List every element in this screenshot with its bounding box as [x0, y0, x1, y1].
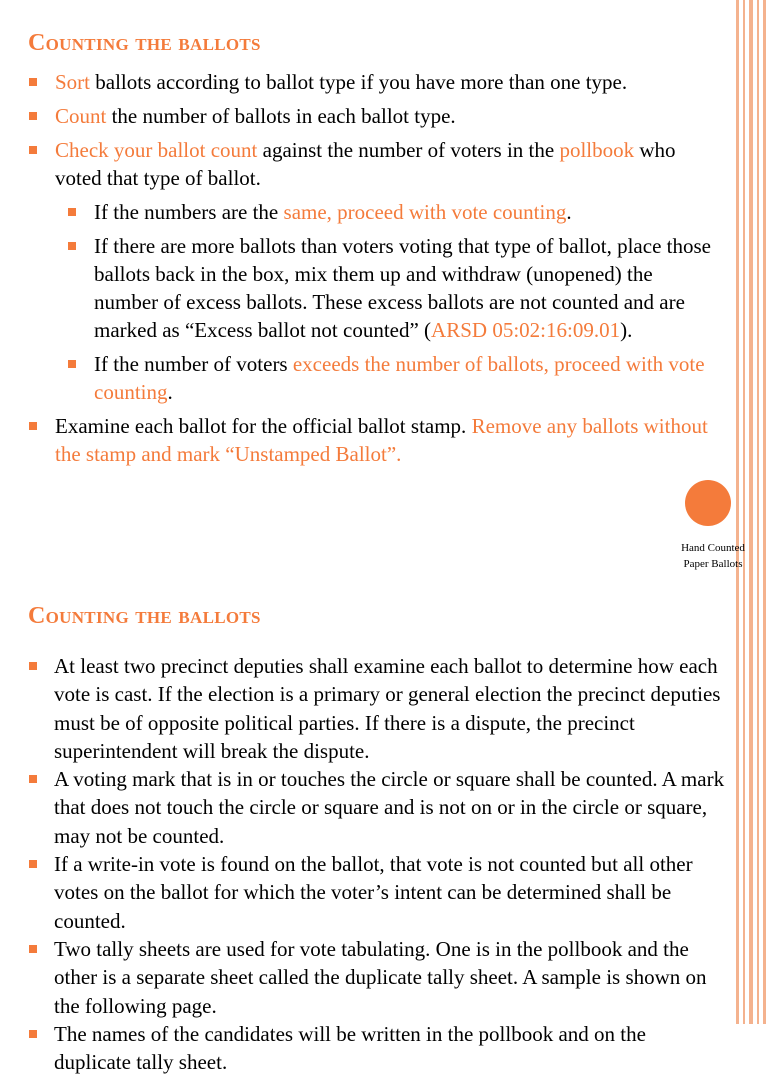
body-text: who voted that type of ballot. [55, 138, 676, 190]
sub-list-item [67, 232, 718, 344]
list-item [28, 102, 718, 130]
decorative-side-stripes [734, 0, 768, 1024]
list-item: The names of the candidates will be written in the pollbook and on the duplicate tally sheet. [28, 1020, 728, 1076]
highlighted-text: Sort [55, 70, 91, 94]
highlighted-text: exceeds the number of ballots, proceed with vote counting [94, 352, 705, 404]
highlighted-text: Count [55, 104, 107, 128]
body-text: If there are more ballots than voters voting that type of ballot, place those ballots back in the box, mix them up and withdraw (unopened) the number of excess ballots. These excess ballots are not counted and are marked as “Excess ballot not counted” ( [94, 234, 711, 342]
list-item: At least two precinct deputies shall examine each ballot to determine how each vote is cast. If the election is a primary or general election the precinct deputies must be of opposite political parties. If there is a dispute, the precinct superintendent will break the dispute. [28, 652, 728, 765]
bullet-list [28, 68, 718, 474]
caption-line: Hand Counted [681, 542, 745, 554]
list-item: Two tally sheets are used for vote tabulating. One is in the pollbook and the other is a separate sheet called the duplicate tally sheet. A sample is shown on the following page. [28, 935, 728, 1020]
sub-list-item [67, 198, 718, 226]
highlighted-text: ARSD 05:02:16:09.01 [431, 318, 621, 342]
list-item: A voting mark that is in or touches the circle or square shall be counted. A mark that does not touch the circle or square and is not on or in the circle or square, may not be counted. [28, 765, 728, 850]
list-item: If a write-in vote is found on the ballot, that vote is not counted but all other votes on the ballot for which the voter’s intent can be determined shall be counted. [28, 850, 728, 935]
stripe [763, 0, 766, 1024]
slide-title: Counting the ballots [28, 603, 261, 629]
highlighted-text: Remove any ballots without the stamp and mark “Unstamped Ballot”. [55, 414, 708, 466]
highlighted-text: pollbook [559, 138, 635, 162]
list-item [28, 68, 718, 96]
stripe [749, 0, 753, 1024]
slide-caption [668, 540, 758, 572]
orange-circle-graphic [685, 480, 731, 526]
caption-line: Paper Ballots [683, 558, 743, 570]
body-text: If the numbers are the [94, 200, 284, 224]
body-text: ). [620, 318, 633, 342]
bullet-list [28, 652, 728, 1076]
body-text: . [167, 380, 173, 404]
highlighted-text: Check your ballot count [55, 138, 258, 162]
sub-bullet-list [67, 198, 718, 406]
stripe [743, 0, 745, 1024]
highlighted-text: same, proceed with vote counting [283, 200, 567, 224]
body-text: If the number of voters [94, 352, 293, 376]
slide-title: Counting the ballots [28, 30, 261, 56]
list-item [28, 412, 718, 468]
sub-list-item [67, 350, 718, 406]
body-text: . [566, 200, 572, 224]
body-text: against the number of voters in the [257, 138, 560, 162]
stripe [757, 0, 759, 1024]
list-item [28, 136, 718, 406]
stripe [736, 0, 739, 1024]
body-text: ballots according to ballot type if you have more than one type. [90, 70, 628, 94]
body-text: the number of ballots in each ballot type. [106, 104, 456, 128]
body-text: Examine each ballot for the official ballot stamp. [55, 414, 472, 438]
